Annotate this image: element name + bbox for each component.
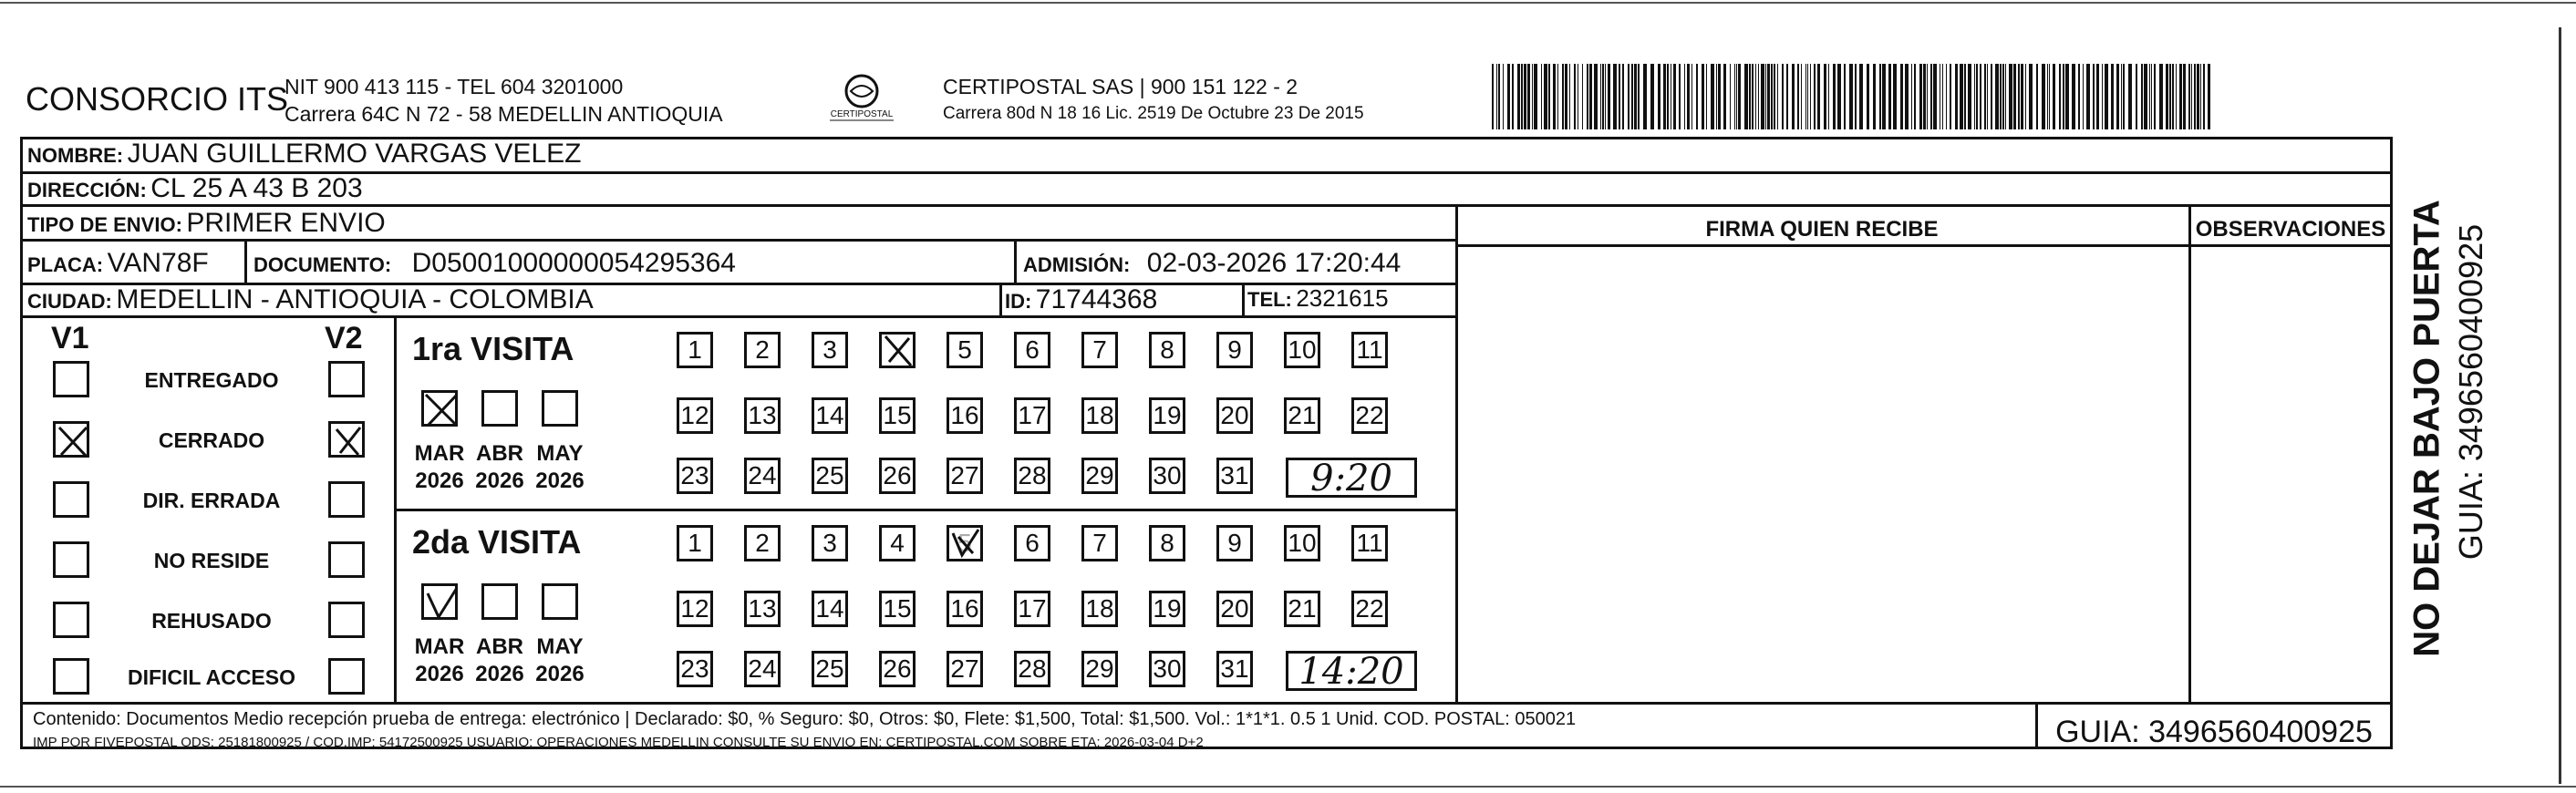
visit-0-day-20[interactable]: 20 [1216,397,1253,434]
footer-guia: GUIA: 3496560400925 [2055,715,2373,749]
v1-checkbox-4[interactable] [53,602,89,638]
visit-1-month-year-1: 2026 [475,662,524,686]
status-label-3: NO RESIDE [153,549,270,572]
visit-0-day-5[interactable]: 5 [947,332,983,368]
v1-checkbox-3[interactable] [53,541,89,578]
visit-0-time-box[interactable]: 9:20 [1286,458,1417,498]
status-label-4: REHUSADO [151,609,272,633]
v2-checkbox-4[interactable] [328,602,365,638]
v1-checkbox-1[interactable] [53,421,89,458]
status-label-0: ENTREGADO [144,368,279,392]
ciudad-cell [27,284,594,315]
company-address: Carrera 64C N 72 - 58 MEDELLIN ANTIOQUIA [284,102,723,126]
placa-label: PLACA: [27,253,104,276]
visit-0-day-14[interactable]: 14 [812,397,848,434]
visit-1-day-4[interactable]: 4 [879,525,916,561]
visit-0-day-25[interactable]: 25 [812,458,848,494]
visit-1-day-23[interactable]: 23 [677,651,713,687]
visit-0-day-19[interactable]: 19 [1149,397,1185,434]
firma-header: FIRMA QUIEN RECIBE [1705,217,1939,242]
visit-0-day-3[interactable]: 3 [812,332,848,368]
v1-header: V1 [51,321,89,355]
visit-1-day-28[interactable]: 28 [1014,651,1050,687]
visit-0-day-10[interactable]: 10 [1284,332,1320,368]
id-label: ID: [1005,290,1032,313]
visit-1-month-year-2: 2026 [535,662,585,686]
v1-checkbox-2[interactable] [53,481,89,518]
visit-1-day-21[interactable]: 21 [1284,591,1320,627]
scan-bottom-edge [0,786,2576,788]
visit-1-day-16[interactable]: 16 [947,591,983,627]
visit-0-day-12[interactable]: 12 [677,397,713,434]
ciudad-label: CIUDAD: [27,290,112,313]
visit-0-day-31[interactable]: 31 [1216,458,1253,494]
visit-1-day-12[interactable]: 12 [677,591,713,627]
placa-cell [27,248,209,279]
v2-checkbox-0[interactable] [328,361,365,397]
visit-0-day-30[interactable]: 30 [1149,458,1185,494]
company-name: CONSORCIO ITS [26,80,289,118]
visit-0-day-16[interactable]: 16 [947,397,983,434]
visit-1-day-3[interactable]: 3 [812,525,848,561]
tel-cell [1247,284,1389,313]
certipostal-logo [821,71,903,128]
visit-0-day-9[interactable]: 9 [1216,332,1253,368]
visit-0-day-24[interactable]: 24 [744,458,781,494]
visit-1-day-14[interactable]: 14 [812,591,848,627]
visit-1-day-18[interactable]: 18 [1081,591,1118,627]
visit-0-month-label-0: MAR [414,441,465,466]
visit-1-day-24[interactable]: 24 [744,651,781,687]
v2-checkbox-5[interactable] [328,658,365,695]
visit-1-day-1[interactable]: 1 [677,525,713,561]
visit-1-day-10[interactable]: 10 [1284,525,1320,561]
visit-0-month-checkbox-1[interactable] [481,390,518,427]
visit-0-day-21[interactable]: 21 [1284,397,1320,434]
visit-1-day-5[interactable]: 5 [947,525,983,561]
visit-0-day-1[interactable]: 1 [677,332,713,368]
visit-1-day-11[interactable]: 11 [1351,525,1388,561]
ciudad-value: MEDELLIN - ANTIOQUIA - COLOMBIA [116,284,594,314]
status-label-2: DIR. ERRADA [142,489,281,512]
side-warning: NO DEJAR BAJO PUERTA [2406,200,2447,657]
placa-value: VAN78F [107,248,209,278]
visit-0-month-year-2: 2026 [535,469,585,493]
visit-0-day-17[interactable]: 17 [1014,397,1050,434]
side-guia: GUIA: 3496560400925 [2452,223,2489,561]
logo-text: CERTIPOSTAL [830,109,894,119]
status-label-5: DIFICIL ACCESO [127,665,295,689]
direccion-label: DIRECCIÓN: [27,179,147,201]
visit-1-day-6[interactable]: 6 [1014,525,1050,561]
visit-0-month-checkbox-2[interactable] [542,390,578,427]
visit-0-day-11[interactable]: 11 [1351,332,1388,368]
visit-1-day-15[interactable]: 15 [879,591,916,627]
visit-1-day-8[interactable]: 8 [1149,525,1185,561]
visit-1-day-13[interactable]: 13 [744,591,781,627]
visit-0-month-year-1: 2026 [475,469,524,493]
v2-checkbox-1[interactable] [328,421,365,458]
documento-cell [253,248,736,279]
visit-title-0: 1ra VISITA [412,330,574,367]
visit-0-day-8[interactable]: 8 [1149,332,1185,368]
footer-contenido: Contenido: Documentos Medio recepción prueba de entrega: electrónico | Declarado: $0, % Seguro: $0, Otros: $0, Flete: $1,500, Total: $1,500. Vol.: 1*1*1. 0.5 1 Unid. COD. POSTAL: 050021 [33,709,1577,729]
v1-checkbox-0[interactable] [53,361,89,397]
v2-checkbox-3[interactable] [328,541,365,578]
footer-imp: IMP POR FIVEPOSTAL ODS: 25181800925 / COD.IMP: 54172500925 USUARIO: OPERACIONES MEDELLIN CONSULTE SU ENVIO EN: CERTIPOSTAL.COM SOBRE ETA: 2026-03-04 D+2 [33,735,1204,750]
admision-cell [1023,248,1401,279]
visit-0-day-7[interactable]: 7 [1081,332,1118,368]
tel-label: TEL: [1247,288,1292,311]
admision-value: 02-03-2026 17:20:44 [1146,248,1402,278]
visit-1-day-7[interactable]: 7 [1081,525,1118,561]
barcode [1492,64,2212,129]
visit-1-month-checkbox-2[interactable] [542,583,578,620]
visit-1-day-2[interactable]: 2 [744,525,781,561]
visit-1-day-30[interactable]: 30 [1149,651,1185,687]
visit-1-day-27[interactable]: 27 [947,651,983,687]
tipo-label: TIPO DE ENVIO: [27,213,182,236]
nombre-label: NOMBRE: [27,144,124,167]
tipo-value: PRIMER ENVIO [186,208,386,238]
visit-1-day-25[interactable]: 25 [812,651,848,687]
visit-0-day-26[interactable]: 26 [879,458,916,494]
tipo-row [27,208,386,239]
visit-0-month-label-1: ABR [476,441,523,466]
visit-1-month-checkbox-1[interactable] [481,583,518,620]
v2-header: V2 [325,321,363,355]
visit-1-month-checkbox-0[interactable] [421,583,458,620]
courier-info: CERTIPOSTAL SAS | 900 151 122 - 2 [943,75,1298,98]
visit-1-day-22[interactable]: 22 [1351,591,1388,627]
visit-0-day-23[interactable]: 23 [677,458,713,494]
company-nit: NIT 900 413 115 - TEL 604 3201000 [284,75,624,98]
visit-0-month-label-2: MAY [536,441,584,466]
visit-0-day-13[interactable]: 13 [744,397,781,434]
visit-0-day-18[interactable]: 18 [1081,397,1118,434]
id-cell [1005,284,1157,315]
visit-0-day-27[interactable]: 27 [947,458,983,494]
visit-0-day-22[interactable]: 22 [1351,397,1388,434]
documento-value: D05001000000054295364 [411,248,736,278]
visit-1-day-29[interactable]: 29 [1081,651,1118,687]
visit-1-day-31[interactable]: 31 [1216,651,1253,687]
direccion-row [27,173,363,204]
visit-1-day-17[interactable]: 17 [1014,591,1050,627]
direccion-value: CL 25 A 43 B 203 [150,173,363,203]
visit-0-day-28[interactable]: 28 [1014,458,1050,494]
visit-1-day-19[interactable]: 19 [1149,591,1185,627]
visit-1-day-9[interactable]: 9 [1216,525,1253,561]
visit-1-day-26[interactable]: 26 [879,651,916,687]
visit-0-day-29[interactable]: 29 [1081,458,1118,494]
visit-1-month-label-2: MAY [536,634,584,659]
visit-0-day-15[interactable]: 15 [879,397,916,434]
visit-1-month-label-0: MAR [414,634,465,659]
scan-top-edge [0,2,2576,4]
nombre-value: JUAN GUILLERMO VARGAS VELEZ [127,139,582,169]
visit-title-1: 2da VISITA [412,523,582,561]
id-value: 71744368 [1035,284,1158,314]
visit-0-day-2[interactable]: 2 [744,332,781,368]
visit-1-month-label-1: ABR [476,634,523,659]
tel-value: 2321615 [1296,284,1389,312]
visit-1-time-box[interactable]: 14:20 [1286,651,1417,691]
v1-checkbox-5[interactable] [53,658,89,695]
documento-label: DOCUMENTO: [253,253,392,276]
visit-0-month-year-0: 2026 [415,469,464,493]
scan-right-edge [2559,27,2561,784]
visit-1-day-20[interactable]: 20 [1216,591,1253,627]
courier-license: Carrera 80d N 18 16 Lic. 2519 De Octubre 23 De 2015 [943,104,1364,123]
v2-checkbox-2[interactable] [328,481,365,518]
observaciones-header: OBSERVACIONES [2195,217,2386,242]
status-label-1: CERRADO [158,428,265,452]
visit-0-day-6[interactable]: 6 [1014,332,1050,368]
nombre-row [27,139,581,170]
visit-0-day-4[interactable] [879,332,916,368]
visit-0-month-checkbox-0[interactable] [421,390,458,427]
admision-label: ADMISIÓN: [1023,253,1131,276]
visit-1-month-year-0: 2026 [415,662,464,686]
